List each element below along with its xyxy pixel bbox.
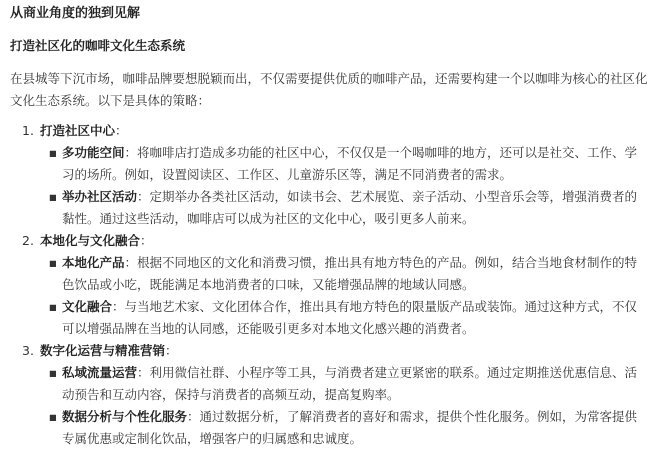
strategy-item xyxy=(10,230,650,340)
bullet-icon: ▪ xyxy=(48,189,58,204)
strategy-list xyxy=(10,120,650,450)
strategy-points xyxy=(10,362,650,450)
strategy-heading xyxy=(10,230,650,252)
bullet-icon: ▪ xyxy=(48,255,58,270)
point-text: ：根据不同地区的文化和消费习惯，推出具有地方特色的产品。例如，结合当地食材制作的特色饮品或小吃，既能满足本地消费者的口味，又能增强品牌的地域认同感。 xyxy=(62,255,638,292)
list-item xyxy=(10,296,650,340)
strategy-title: 打造社区中心 xyxy=(39,123,115,138)
point-text: ：将咖啡店打造成多功能的社区中心，不仅仅是一个喝咖啡的地方，还可以是社交、工作、学习的场所。例如，设置阅读区、工作区、儿童游乐区等，满足不同消费者的需求。 xyxy=(62,145,638,182)
point-label: 本地化产品 xyxy=(62,255,125,270)
list-item xyxy=(10,362,650,406)
strategy-number: 1. xyxy=(22,123,34,138)
list-item xyxy=(10,252,650,296)
point-label: 私域流量运营 xyxy=(62,365,138,380)
strategy-item xyxy=(10,340,650,450)
section-title: 打造社区化的咖啡文化生态系统 xyxy=(10,38,186,53)
point-text: ：利用微信社群、小程序等工具，与消费者建立更紧密的联系。通过定期推送优惠信息、活动预告和互动内容，保持与消费者的高频互动，提高复购率。 xyxy=(62,365,638,402)
strategy-number: 3. xyxy=(22,343,34,358)
point-text: ：与当地艺术家、文化团体合作，推出具有地方特色的限量版产品或装饰。通过这种方式，不仅可以增强品牌在当地的认同感，还能吸引更多对本地文化感兴趣的消费者。 xyxy=(62,299,638,336)
strategy-colon: ： xyxy=(115,123,128,138)
point-label: 数据分析与个性化服务 xyxy=(62,409,188,424)
strategy-heading xyxy=(10,120,650,142)
list-item xyxy=(10,406,650,450)
strategy-item xyxy=(10,120,650,230)
point-label: 多功能空间 xyxy=(62,145,125,160)
point-label: 文化融合 xyxy=(62,299,113,314)
page-title: 从商业角度的独到见解 xyxy=(10,6,141,21)
list-item xyxy=(10,142,650,186)
point-label: 举办社区活动 xyxy=(62,189,138,204)
point-text: ：定期举办各类社区活动，如读书会、艺术展览、亲子活动、小型音乐会等，增强消费者的黏性。通过这些活动，咖啡店可以成为社区的文化中心，吸引更多人前来。 xyxy=(62,189,638,226)
strategy-points xyxy=(10,142,650,230)
list-item xyxy=(10,186,650,230)
strategy-colon: ： xyxy=(165,343,178,358)
intro-paragraph: 在县城等下沉市场，咖啡品牌要想脱颖而出，不仅需要提供优质的咖啡产品，还需要构建一个以咖啡为核心的社区化文化生态系统。以下是具体的策略： xyxy=(10,71,648,108)
strategy-colon: ： xyxy=(140,233,153,248)
strategy-points xyxy=(10,252,650,340)
strategy-number: 2. xyxy=(22,233,34,248)
bullet-icon: ▪ xyxy=(48,299,58,314)
bullet-icon: ▪ xyxy=(48,365,58,380)
point-text: ：通过数据分析，了解消费者的喜好和需求，提供个性化服务。例如，为常客提供专属优惠或定制化饮品，增强客户的归属感和忠诚度。 xyxy=(62,409,638,446)
strategy-title: 数字化运营与精准营销 xyxy=(39,343,165,358)
bullet-icon: ▪ xyxy=(48,145,58,160)
strategy-heading xyxy=(10,340,650,362)
bullet-icon: ▪ xyxy=(48,409,58,424)
strategy-title: 本地化与文化融合 xyxy=(39,233,140,248)
